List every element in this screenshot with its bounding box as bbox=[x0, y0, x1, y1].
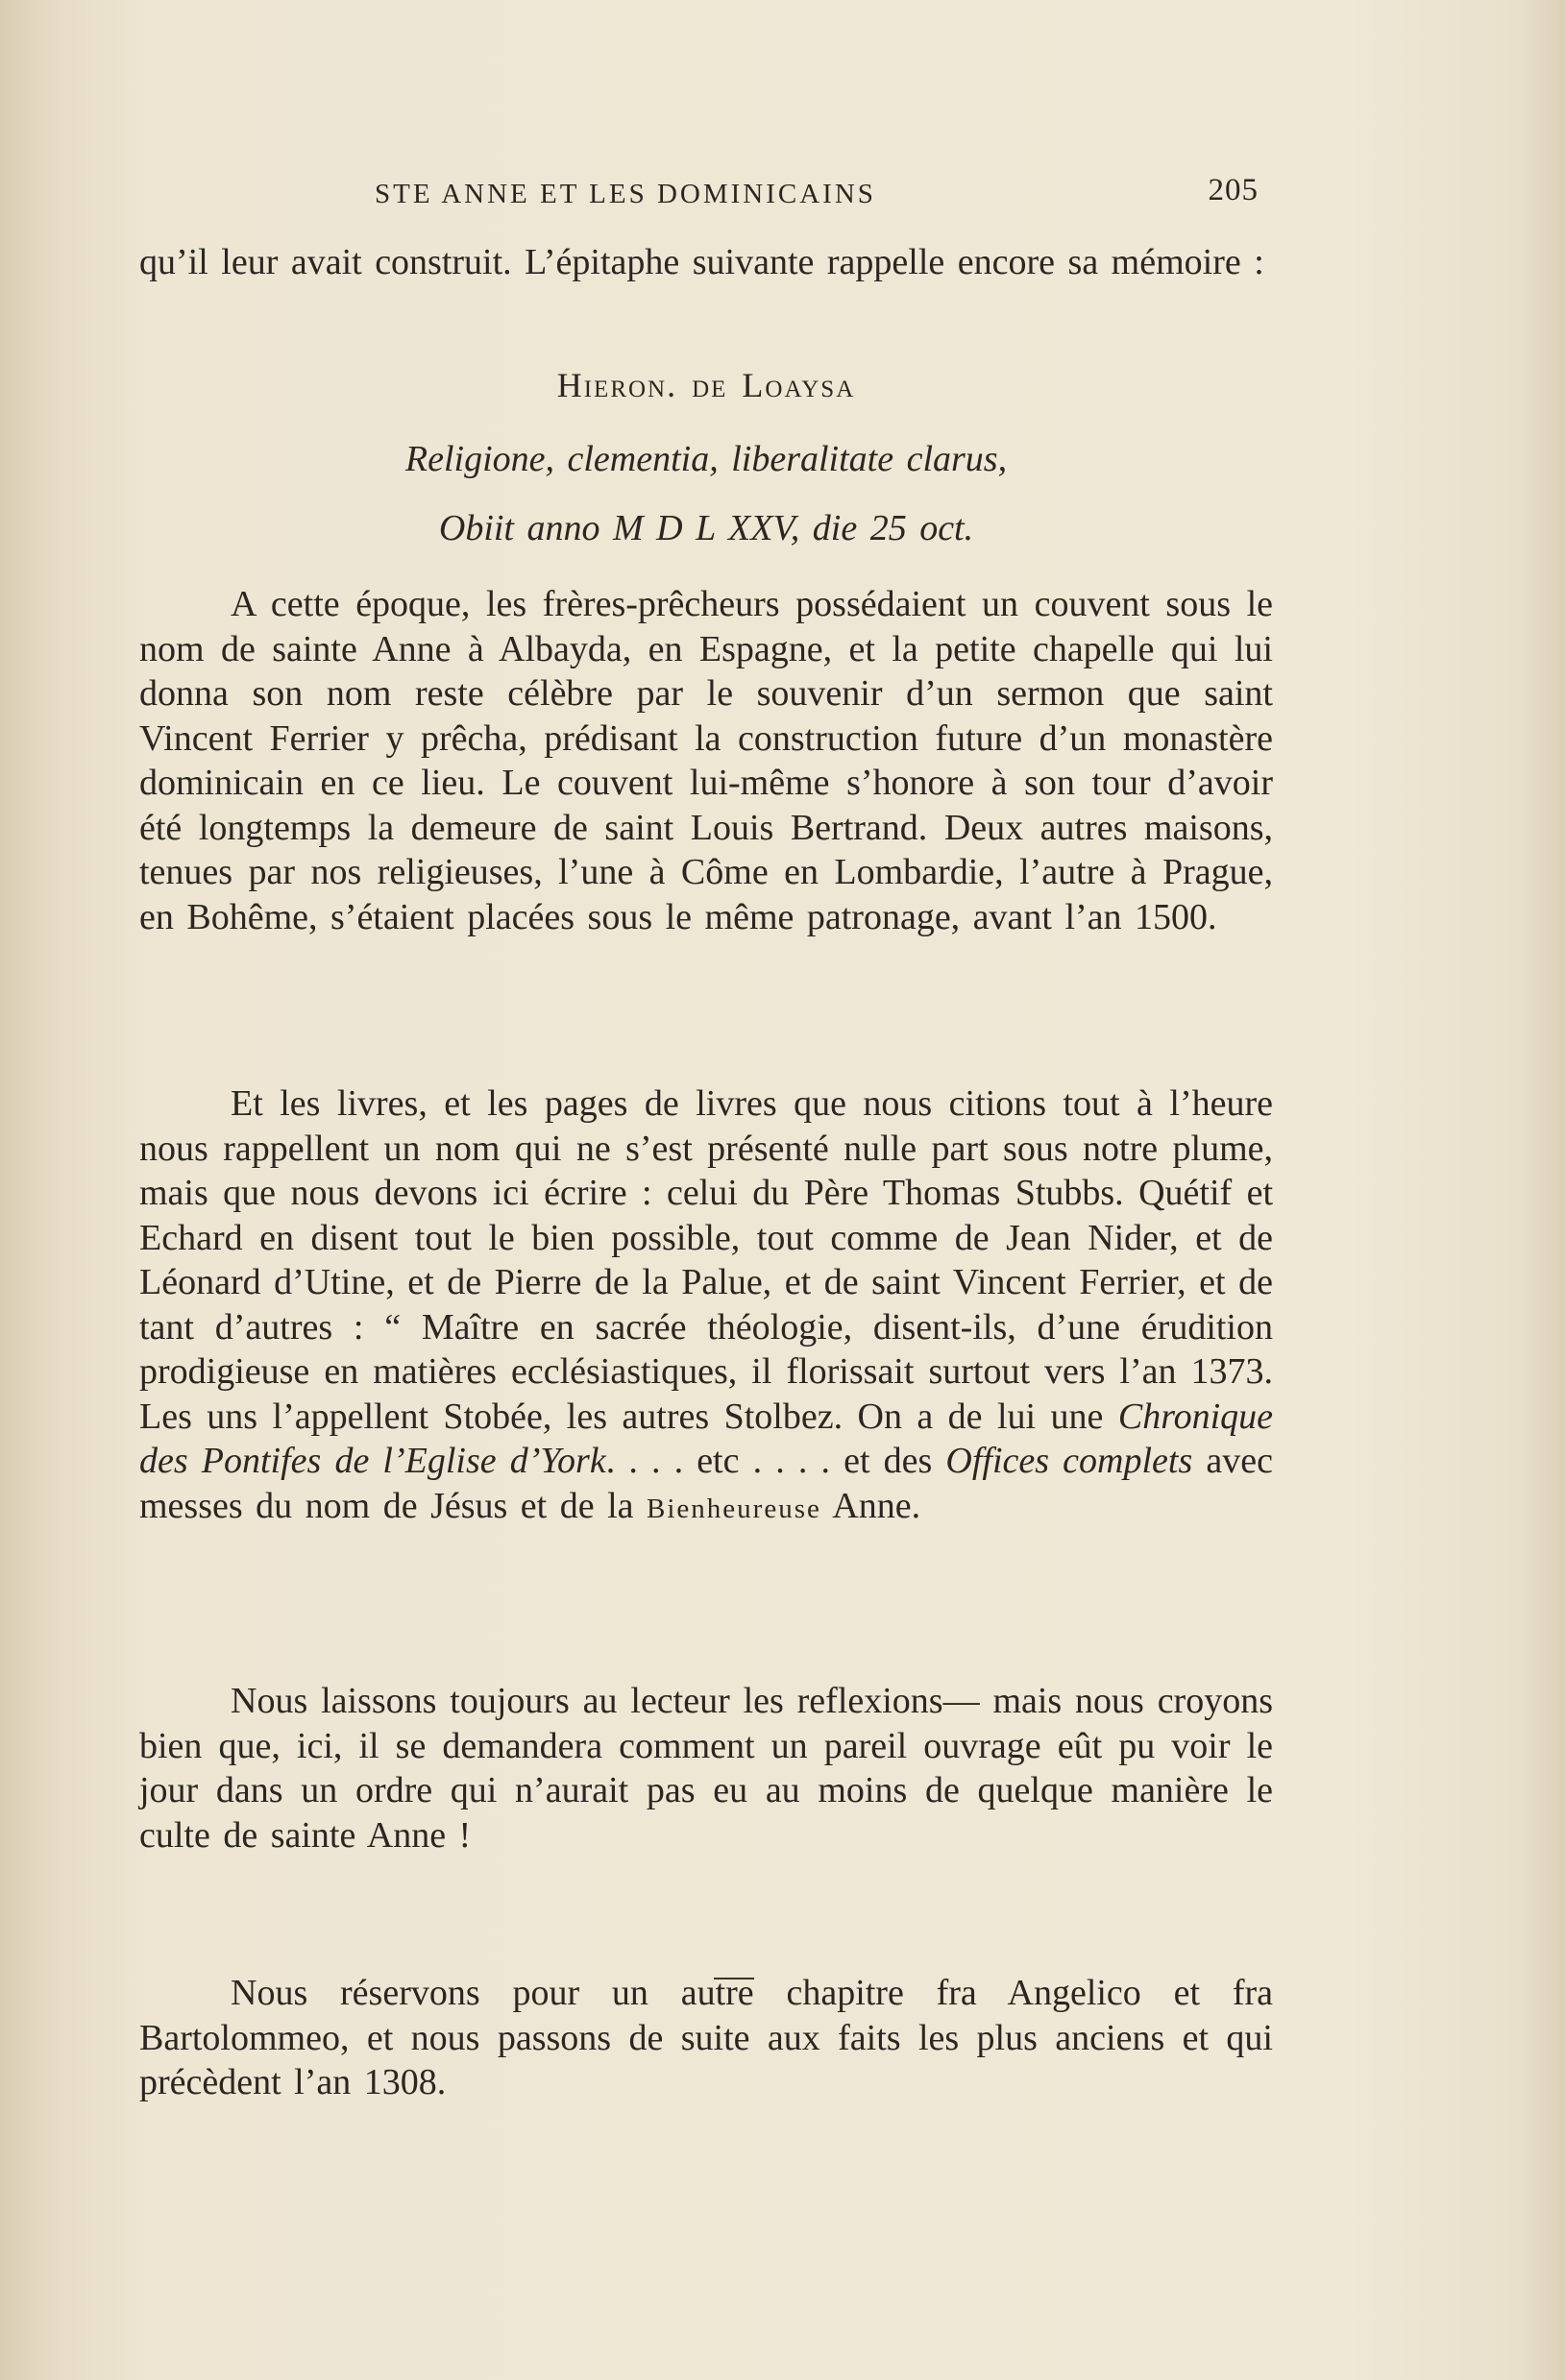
paragraph-1-text: A cette époque, les frères-prêcheurs possédaient un couvent sous le nom de sainte Anne à Albayda, en Espagne, et la petite chapelle qui lui donna son nom reste célèbre par le souvenir d’un sermon que saint Vincent Ferrier y prêcha, prédisant la construction future d’un monastère dominicain en ce lieu. Le couvent lui-même s’honore à son tour d’avoir été longtemps la demeure de saint Louis Bertrand. Deux autres maisons, tenues par nos religieuses, l’une à Côme en Lombardie, l’autre à Prague, en Bohême, s’étaient placées sous le même patronage, avant l’an 1500. bbox=[139, 584, 1273, 937]
paragraph-2-part-c: avec messes du nom de Jésus et de la bbox=[139, 1441, 1273, 1526]
page-number: 205 bbox=[1208, 173, 1259, 207]
intro-paragraph bbox=[139, 240, 1273, 285]
paragraph-2-text bbox=[139, 1081, 1273, 1531]
intro-text: qu’il leur avait construit. L’épitaphe suivante rappelle encore sa mémoire : bbox=[139, 242, 1264, 282]
paragraph-4 bbox=[139, 1971, 1273, 2105]
paragraph-4-text: Nous réservons pour un autre chapitre fra Angelico et fra Bartolommeo, et nous passons de suite aux faits les plus anciens et qui précèdent l’an 1308. bbox=[139, 1973, 1273, 2102]
bienheureuse-small-caps: Bienheureuse bbox=[647, 1493, 821, 1524]
offices-title: Offices complets bbox=[945, 1441, 1193, 1481]
paragraph-1 bbox=[139, 582, 1273, 939]
epitaph-line-2: Obiit anno M D L XXV, die 25 oct. bbox=[438, 508, 974, 548]
chronicle-title: Chronique des Pontifes de l’Eglise d’York bbox=[139, 1396, 1273, 1481]
epitaph-name: Hieron. de Loaysa bbox=[556, 366, 856, 404]
running-title: STE ANNE ET LES DOMINICAINS bbox=[375, 179, 876, 209]
paragraph-2-part-d: Anne. bbox=[832, 1485, 921, 1526]
paragraph-2 bbox=[139, 1081, 1273, 1531]
paragraph-3 bbox=[139, 1679, 1273, 1858]
epitaph-line-1: Religione, clementia, liberalitate clarus, bbox=[404, 439, 1008, 479]
paragraph-3-text: Nous laissons toujours au lecteur les reflexions— mais nous croyons bien que, ici, il se demandera comment un pareil ouvrage eût pu voir le jour dans un ordre qui n’aurait pas eu au moins de quelque manière le culte de sainte Anne ! bbox=[139, 1681, 1273, 1856]
running-header bbox=[365, 173, 1259, 217]
paragraph-2-part-b: . . . . etc . . . . et des bbox=[605, 1441, 933, 1481]
paragraph-2-part-a: Et les livres, et les pages de livres que nous citions tout à l’heure nous rappellent un nom qui ne s’est présenté nulle part sous notre plume, mais que nous devons ici écrire : celui du Père Thomas Stubbs. Quétif et Echard en disent tout le bien possible, tout comme de Jean Nider, et de Léonard d’Utine, et de Pierre de la Palue, et de saint Vincent Ferrier, et de tant d’autres : “ Maître en sacrée théologie, disent-ils, d’une érudition prodigieuse en matières ecclésiastiques, il florissait surtout vers l’an 1373. Les uns l’appellent Stobée, les autres Stolbez. On a de lui une bbox=[139, 1083, 1273, 1437]
